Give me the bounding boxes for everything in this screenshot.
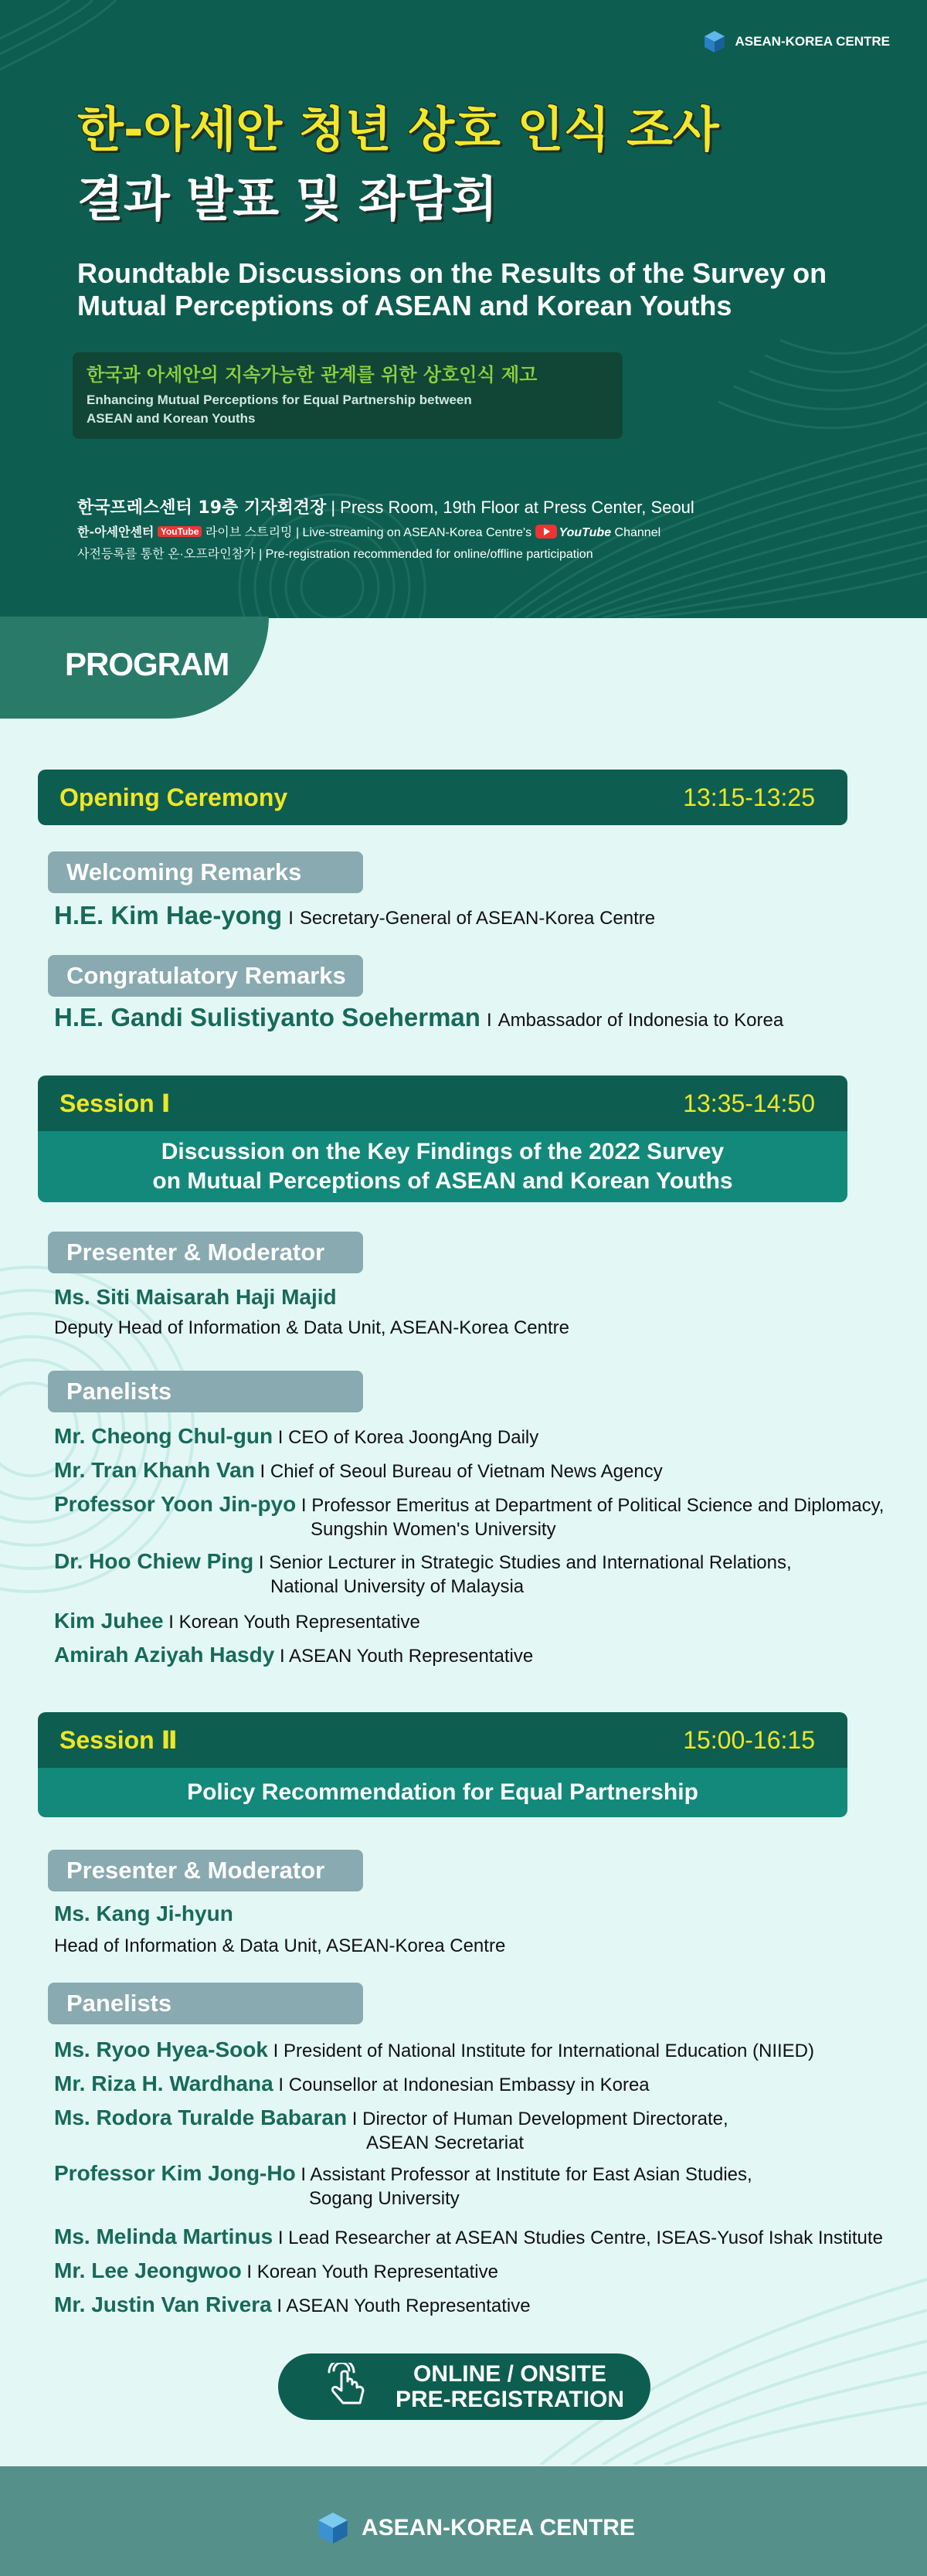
pre-registration-button[interactable] xyxy=(278,2353,650,2420)
tagline-box xyxy=(73,352,623,439)
youtube-play-icon xyxy=(535,525,557,539)
list-item: Ms. Rodora Turalde Babaran I Director of Human Development Directorate, xyxy=(54,2105,728,2129)
title-korean-line1: 한-아세안 청년 상호 인식 조사 xyxy=(77,101,719,158)
list-item: Mr. Riza H. Wardhana I Counsellor at Indonesian Embassy in Korea xyxy=(54,2071,650,2095)
youtube-logo-icon: YouTube xyxy=(158,526,202,537)
panelist-name: Ms. Rodora Turalde Babaran xyxy=(54,2105,348,2129)
panelist-name: Professor Kim Jong-Ho xyxy=(54,2161,296,2185)
welcoming-speaker-role: Secretary-General of ASEAN-Korea Centre xyxy=(299,908,656,929)
panelist-role-continued: National University of Malaysia xyxy=(270,1576,525,1597)
panelist-role: Assistant Professor at Institute for East Asian Studies, xyxy=(310,2164,752,2185)
panelist-role: Professor Emeritus at Department of Political Science and Diplomacy, xyxy=(311,1495,885,1516)
list-item: Professor Yoon Jin-pyo I Professor Emeritus at Department of Political Science and Diplomacy, xyxy=(54,1492,885,1516)
session1-presenter-role: Deputy Head of Information & Data Unit, ASEAN-Korea Centre xyxy=(54,1317,569,1338)
session2-presenter-name-line xyxy=(54,1901,919,1928)
header-logo[interactable] xyxy=(702,29,890,54)
session1-presenter-name-line xyxy=(54,1284,919,1311)
tagline-english-line1: Enhancing Mutual Perceptions for Equal Partnership between xyxy=(87,393,472,407)
opening-ceremony-time: 13:15-13:25 xyxy=(683,783,815,811)
panelist-name: Ms. Ryoo Hyea-Sook xyxy=(54,2037,268,2061)
list-item: Amirah Aziyah Hasdy I ASEAN Youth Representative xyxy=(54,1643,534,1667)
venue-korean: 한국프레스센터 19층 기자회견장 xyxy=(77,498,327,518)
pre-registration-line1: ONLINE / ONSITE xyxy=(413,2361,607,2387)
session1-subtitle-line1: Discussion on the Key Findings of the 2022 Survey xyxy=(161,1139,725,1164)
list-item: Dr. Hoo Chiew Ping I Senior Lecturer in Strategic Studies and International Relations, xyxy=(54,1549,792,1573)
cube-logo-icon xyxy=(315,2510,351,2546)
panelist-name: Ms. Melinda Martinus xyxy=(54,2224,273,2248)
tagline-english-line2: ASEAN and Korean Youths xyxy=(87,411,256,426)
panelist-role: ASEAN Youth Representative xyxy=(288,1646,534,1667)
footer-logo-text: ASEAN-KOREA CENTRE xyxy=(362,2515,635,2540)
program-label: PROGRAM xyxy=(65,646,229,682)
panelist-name: Kim Juhee xyxy=(54,1609,164,1633)
header-logo-text: ASEAN-KOREA CENTRE xyxy=(735,34,890,49)
welcoming-remarks-pill: Welcoming Remarks xyxy=(48,851,363,893)
venue-english: Press Room, 19th Floor at Press Center, Seoul xyxy=(340,498,694,517)
session1-title: Session Ⅰ xyxy=(59,1089,171,1117)
session1-subtitle-line2: on Mutual Perceptions of ASEAN and Korean Youths xyxy=(152,1168,733,1194)
venue-line: 한국프레스센터 19층 기자회견장 | Press Room, 19th Floor at Press Center, Seoul xyxy=(77,498,694,518)
title-english-line1: Roundtable Discussions on the Results of the Survey on xyxy=(77,257,827,289)
congratulatory-speaker-name: H.E. Gandi Sulistiyanto Soeherman xyxy=(54,1003,480,1031)
footer-logo[interactable] xyxy=(315,2510,635,2546)
session2-bar xyxy=(38,1712,847,1768)
list-item: Mr. Lee Jeongwoo I Korean Youth Representative xyxy=(54,2258,498,2282)
stream-korean-prefix: 한-아세안센터 xyxy=(77,525,154,539)
panelist-role: Director of Human Development Directorate, xyxy=(362,2109,728,2129)
youtube-channel-link[interactable]: YouTube xyxy=(559,526,612,539)
title-korean-line2: 결과 발표 및 좌담회 xyxy=(77,171,497,227)
panelist-role-continued: Sogang University xyxy=(309,2188,460,2209)
panelist-role: Counsellor at Indonesian Embassy in Korea xyxy=(288,2075,650,2095)
list-item: Professor Kim Jong-Ho I Assistant Professor at Institute for East Asian Studies, xyxy=(54,2161,752,2185)
list-item: Mr. Tran Khanh Van I Chief of Seoul Bureau of Vietnam News Agency xyxy=(54,1458,663,1482)
session2-time: 15:00-16:15 xyxy=(683,1725,815,1754)
panelist-name: Professor Yoon Jin-pyo xyxy=(54,1492,297,1516)
list-item: Ms. Melinda Martinus I Lead Researcher at ASEAN Studies Centre, ISEAS-Yusof Ishak Institute xyxy=(54,2224,883,2248)
panelist-role: ASEAN Youth Representative xyxy=(286,2296,531,2316)
pre-registration-label xyxy=(394,2361,626,2412)
panelist-role: Korean Youth Representative xyxy=(178,1612,420,1633)
session1-presenter-name: Ms. Siti Maisarah Haji Majid xyxy=(54,1285,337,1309)
panelist-role: CEO of Korea JoongAng Daily xyxy=(288,1427,539,1448)
prereg-line: 사전등록를 통한 온·오프라인참가 | Pre-registration recommended for online/offline participation xyxy=(77,548,593,561)
opening-ceremony-bar xyxy=(38,770,847,825)
session2-presenter-role: Head of Information & Data Unit, ASEAN-Korea Centre xyxy=(54,1935,506,1956)
stream-english-suffix: Channel xyxy=(614,526,661,539)
panelist-name: Dr. Hoo Chiew Ping xyxy=(54,1549,254,1573)
stream-korean-suffix: 라이브 스트리밍 xyxy=(205,526,293,539)
session2-subtitle: Policy Recommendation for Equal Partnership xyxy=(187,1779,698,1805)
list-item: Ms. Ryoo Hyea-Sook I President of National Institute for International Education (NIIED) xyxy=(54,2037,814,2061)
panelist-role: President of National Institute for International Education (NIIED) xyxy=(283,2041,814,2061)
panelist-role-continued: ASEAN Secretariat xyxy=(366,2133,525,2153)
prereg-korean: 사전등록를 통한 온·오프라인참가 xyxy=(77,548,256,561)
panelist-name: Amirah Aziyah Hasdy xyxy=(54,1643,275,1667)
session2-title: Session Ⅱ xyxy=(59,1726,178,1754)
session1-subtitle-box xyxy=(38,1131,847,1202)
prereg-english: Pre-registration recommended for online/offline participation xyxy=(265,548,593,561)
welcoming-speaker-name: H.E. Kim Hae-yong xyxy=(54,901,283,929)
tap-hand-icon xyxy=(311,2363,375,2411)
panelist-role-continued: Sungshin Women's University xyxy=(311,1519,556,1540)
session2-presenter-name: Ms. Kang Ji-hyun xyxy=(54,1901,233,1925)
panelist-role: Lead Researcher at ASEAN Studies Centre, ISEAS-Yusof Ishak Institute xyxy=(288,2228,883,2248)
panelist-name: Mr. Lee Jeongwoo xyxy=(54,2258,242,2282)
title-english xyxy=(77,257,850,322)
congratulatory-speaker: H.E. Gandi Sulistiyanto Soeherman I Ambassador of Indonesia to Korea xyxy=(54,1003,784,1031)
stream-line: 한-아세안센터 YouTube 라이브 스트리밍 | Live-streaming on ASEAN-Korea Centre's YouTube Channel xyxy=(77,525,661,539)
pre-registration-line2: PRE-REGISTRATION xyxy=(395,2387,625,2412)
tagline-english xyxy=(87,391,609,428)
header-banner xyxy=(0,0,927,618)
title-english-line2: Mutual Perceptions of ASEAN and Korean Youths xyxy=(77,290,732,321)
list-item: Mr. Justin Van Rivera I ASEAN Youth Representative xyxy=(54,2292,531,2316)
tagline-korean: 한국과 아세안의 지속가능한 관계를 위한 상호인식 제고 xyxy=(87,364,538,386)
session1-presenter-pill: Presenter & Moderator xyxy=(48,1232,363,1273)
list-item: Kim Juhee I Korean Youth Representative xyxy=(54,1609,420,1633)
welcoming-speaker: H.E. Kim Hae-yong I Secretary-General of ASEAN-Korea Centre xyxy=(54,901,656,929)
session2-panelists-pill: Panelists xyxy=(48,1983,363,2024)
footer xyxy=(0,2466,927,2576)
session1-bar xyxy=(38,1076,847,1131)
congratulatory-remarks-pill: Congratulatory Remarks xyxy=(48,955,363,997)
panelist-name: Mr. Riza H. Wardhana xyxy=(54,2071,273,2095)
panelist-role: Chief of Seoul Bureau of Vietnam News Agency xyxy=(270,1461,663,1482)
session1-panelists-pill: Panelists xyxy=(48,1371,363,1412)
panelist-role: Senior Lecturer in Strategic Studies and International Relations, xyxy=(269,1552,792,1573)
panelist-role: Korean Youth Representative xyxy=(256,2262,498,2282)
opening-ceremony-title: Opening Ceremony xyxy=(59,783,288,811)
panelist-name: Mr. Justin Van Rivera xyxy=(54,2292,272,2316)
panelist-name: Mr. Tran Khanh Van xyxy=(54,1458,255,1482)
session2-presenter-pill: Presenter & Moderator xyxy=(48,1850,363,1891)
list-item: Mr. Cheong Chul-gun I CEO of Korea JoongAng Daily xyxy=(54,1424,539,1448)
congratulatory-speaker-role: Ambassador of Indonesia to Korea xyxy=(497,1010,784,1031)
cube-logo-icon xyxy=(702,29,727,54)
stream-english-prefix: Live-streaming on ASEAN-Korea Centre's xyxy=(302,526,532,539)
session2-subtitle-box xyxy=(38,1768,847,1817)
panelist-name: Mr. Cheong Chul-gun xyxy=(54,1424,273,1448)
session1-time: 13:35-14:50 xyxy=(683,1089,815,1117)
